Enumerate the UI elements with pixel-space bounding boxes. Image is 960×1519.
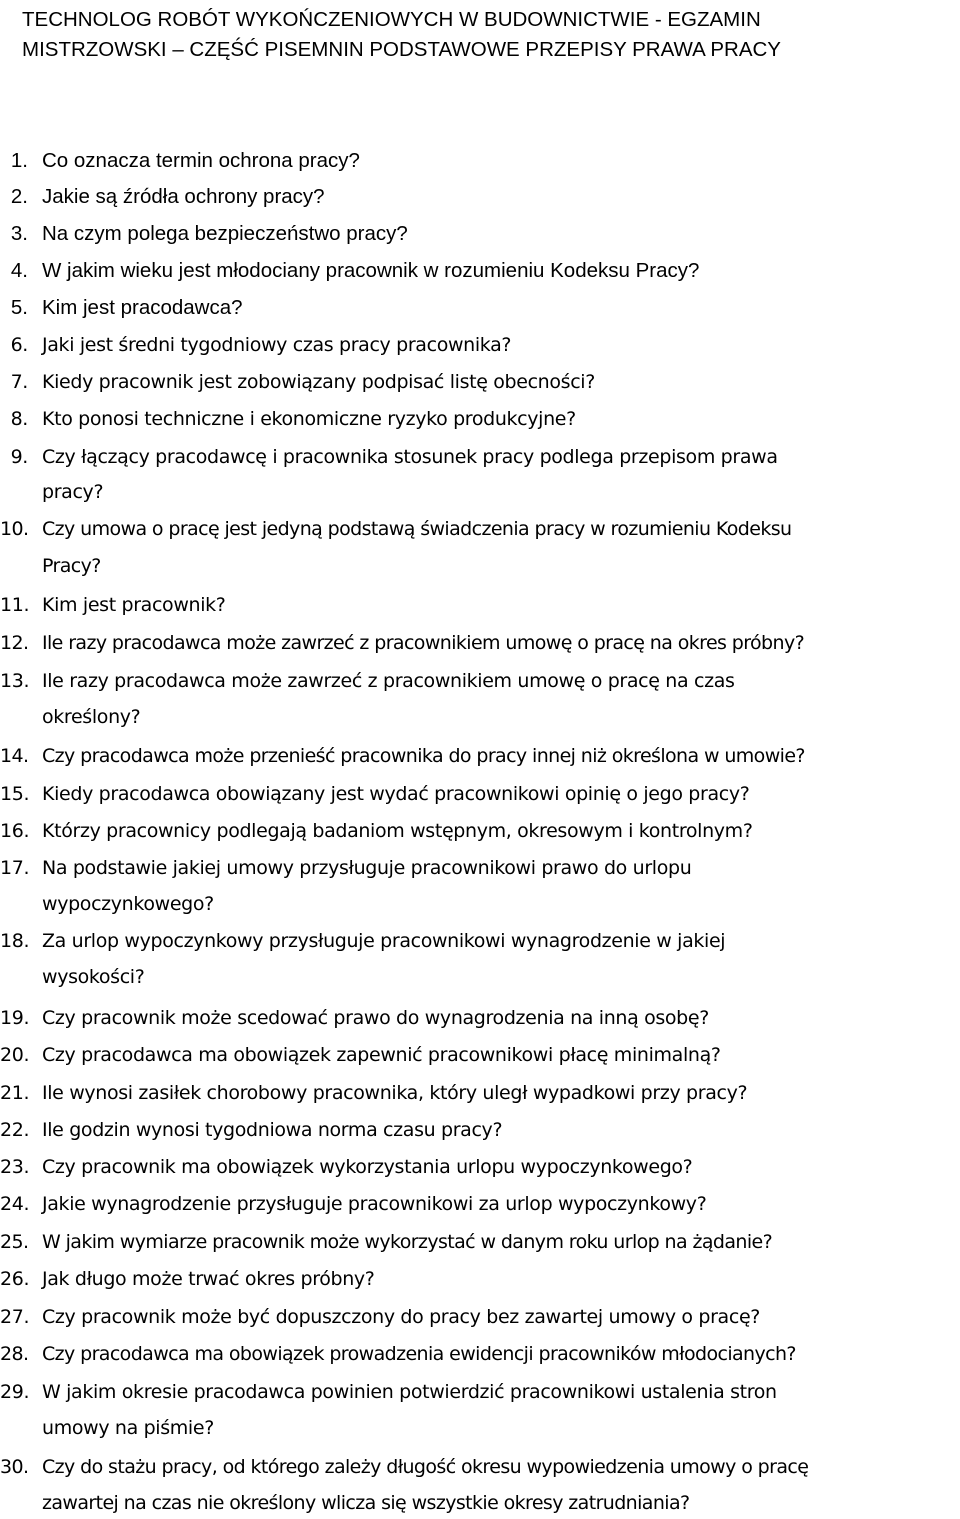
- question-text: Czy do stażu pracy, od którego zależy długość okresu wypowiedzenia umowy o pracę: [42, 1456, 809, 1478]
- question-text-continued: określony?: [42, 706, 141, 728]
- question-text-continued: pracy?: [42, 481, 104, 503]
- question-number: 8.: [10, 408, 28, 430]
- question-text: Kim jest pracodawca?: [42, 296, 243, 319]
- question-text: Jaki jest średni tygodniowy czas pracy pracownika?: [42, 334, 512, 356]
- question-text: Czy umowa o pracę jest jedyną podstawą świadczenia pracy w rozumieniu Kodeksu: [42, 518, 792, 540]
- question-text-continued: zawartej na czas nie określony wlicza się wszystkie okresy zatrudniania?: [42, 1492, 690, 1514]
- question-number: 30.: [0, 1456, 29, 1478]
- question-text: Kto ponosi techniczne i ekonomiczne ryzyko produkcyjne?: [42, 408, 576, 430]
- question-number: 29.: [0, 1381, 30, 1403]
- question-text: Którzy pracownicy podlegają badaniom wstępnym, okresowym i kontrolnym?: [42, 820, 753, 842]
- question-text: Czy pracownik może być dopuszczony do pracy bez zawartej umowy o pracę?: [42, 1306, 761, 1328]
- question-number: 23.: [0, 1156, 30, 1178]
- question-number: 19.: [0, 1007, 30, 1029]
- title-line-1: TECHNOLOG ROBÓT WYKOŃCZENIOWYCH W BUDOWNICTWIE - EGZAMIN: [22, 8, 761, 31]
- question-text: Kiedy pracownik jest zobowiązany podpisać listę obecności?: [42, 371, 595, 393]
- question-number: 22.: [0, 1119, 30, 1141]
- question-number: 3.: [10, 222, 28, 245]
- question-number: 14.: [0, 745, 29, 767]
- question-number: 24.: [0, 1193, 30, 1215]
- question-number: 15.: [0, 783, 30, 805]
- question-text: Czy pracodawca może przenieść pracownika do pracy innej niż określona w umowie?: [42, 745, 805, 767]
- question-number: 17.: [0, 857, 30, 879]
- question-number: 2.: [10, 185, 28, 208]
- question-text: W jakim okresie pracodawca powinien potwierdzić pracownikowi ustalenia stron: [42, 1381, 777, 1403]
- question-text: Na czym polega bezpieczeństwo pracy?: [42, 222, 408, 245]
- question-text: Na podstawie jakiej umowy przysługuje pracownikowi prawo do urlopu: [42, 857, 692, 879]
- question-number: 13.: [0, 670, 30, 692]
- question-text: Co oznacza termin ochrona pracy?: [42, 149, 360, 172]
- question-text: Ile razy pracodawca może zawrzeć z pracownikiem umowę o pracę na czas: [42, 670, 735, 692]
- question-number: 16.: [0, 820, 30, 842]
- question-text-continued: Pracy?: [42, 555, 101, 577]
- question-text: Czy łączący pracodawcę i pracownika stosunek pracy podlega przepisom prawa: [42, 446, 778, 468]
- question-number: 25.: [0, 1231, 29, 1253]
- question-text: W jakim wymiarze pracownik może wykorzystać w danym roku urlop na żądanie?: [42, 1231, 773, 1253]
- question-text: Kim jest pracownik?: [42, 594, 226, 616]
- question-number: 5.: [10, 296, 28, 319]
- question-number: 28.: [0, 1343, 29, 1365]
- question-text-continued: wypoczynkowego?: [42, 893, 214, 915]
- title-line-2: MISTRZOWSKI – CZĘŚĆ PISEMNIN PODSTAWOWE PRZEPISY PRAWA PRACY: [22, 38, 781, 61]
- question-text-continued: wysokości?: [42, 966, 145, 988]
- question-text: Kiedy pracodawca obowiązany jest wydać pracownikowi opinię o jego pracy?: [42, 783, 750, 805]
- question-text: W jakim wieku jest młodociany pracownik w rozumieniu Kodeksu Pracy?: [42, 259, 700, 282]
- question-number: 21.: [0, 1082, 30, 1104]
- question-number: 6.: [10, 334, 28, 356]
- question-text: Ile wynosi zasiłek chorobowy pracownika, który uległ wypadkowi przy pracy?: [42, 1082, 748, 1104]
- question-text: Ile razy pracodawca może zawrzeć z pracownikiem umowę o pracę na okres próbny?: [42, 632, 805, 654]
- question-number: 4.: [10, 259, 28, 282]
- question-number: 18.: [0, 930, 30, 952]
- question-text: Jak długo może trwać okres próbny?: [42, 1268, 375, 1290]
- question-text: Czy pracownik ma obowiązek wykorzystania urlopu wypoczynkowego?: [42, 1156, 693, 1178]
- question-number: 12.: [0, 632, 29, 654]
- question-number: 9.: [10, 446, 28, 468]
- question-number: 11.: [0, 594, 30, 616]
- question-number: 26.: [0, 1268, 30, 1290]
- question-text: Ile godzin wynosi tygodniowa norma czasu pracy?: [42, 1119, 503, 1141]
- question-text: Jakie są źródła ochrony pracy?: [42, 185, 325, 208]
- question-text: Za urlop wypoczynkowy przysługuje pracownikowi wynagrodzenie w jakiej: [42, 930, 726, 952]
- question-number: 7.: [10, 371, 28, 393]
- question-text: Czy pracodawca ma obowiązek zapewnić pracownikowi płacę minimalną?: [42, 1044, 721, 1066]
- question-text: Czy pracownik może scedować prawo do wynagrodzenia na inną osobę?: [42, 1007, 709, 1029]
- question-number: 27.: [0, 1306, 30, 1328]
- question-number: 1.: [10, 149, 28, 172]
- question-number: 10.: [0, 518, 29, 540]
- question-text: Czy pracodawca ma obowiązek prowadzenia ewidencji pracowników młodocianych?: [42, 1343, 796, 1365]
- question-text: Jakie wynagrodzenie przysługuje pracownikowi za urlop wypoczynkowy?: [42, 1193, 707, 1215]
- question-number: 20.: [0, 1044, 30, 1066]
- question-text-continued: umowy na piśmie?: [42, 1417, 214, 1439]
